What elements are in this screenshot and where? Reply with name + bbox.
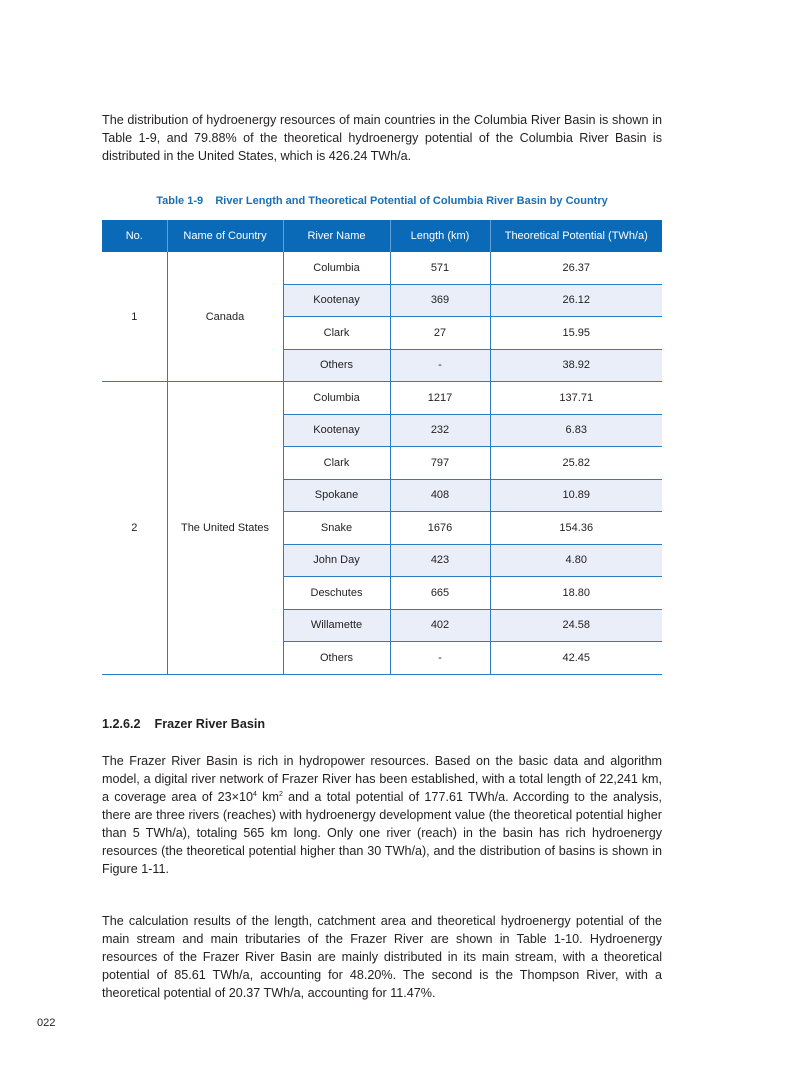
frazer-paragraph-2: The calculation results of the length, catchment area and theoretical hydroenergy potential of the main stream and main tributaries of the Frazer River are shown in Table 1-10. Hydroenergy resources of the Frazer River Basin are mainly distributed in its main stream, with a theoretical potential of 85.61 TWh/a, accounting for 48.20%. The second is the Thompson River, with a theoretical potential of 20.37 TWh/a, accounting for 11.47%. <box>102 914 662 1000</box>
river-length: 232 <box>390 414 490 447</box>
table-row <box>102 382 662 415</box>
river-potential: 26.12 <box>490 284 662 317</box>
river-name: John Day <box>283 544 390 577</box>
column-header-river: River Name <box>283 220 390 252</box>
section-heading: 1.2.6.2 Frazer River Basin <box>102 717 266 731</box>
river-length: 571 <box>390 252 490 284</box>
river-potential: 15.95 <box>490 317 662 350</box>
river-length: - <box>390 642 490 675</box>
river-length: - <box>390 349 490 382</box>
river-name: Willamette <box>283 609 390 642</box>
river-length: 1676 <box>390 512 490 545</box>
superscript-4: 4 <box>252 790 257 798</box>
river-name: Others <box>283 349 390 382</box>
river-potential: 42.45 <box>490 642 662 675</box>
river-length: 369 <box>390 284 490 317</box>
river-name: Spokane <box>283 479 390 512</box>
river-name: Columbia <box>283 252 390 284</box>
column-header-no: No. <box>102 220 167 252</box>
river-length: 665 <box>390 577 490 610</box>
river-name: Columbia <box>283 382 390 415</box>
page-number: 022 <box>37 1017 56 1029</box>
river-length: 1217 <box>390 382 490 415</box>
river-potential: 137.71 <box>490 382 662 415</box>
table-row <box>102 252 662 284</box>
river-name: Deschutes <box>283 577 390 610</box>
row-number: 2 <box>102 382 167 675</box>
column-header-length: Length (km) <box>390 220 490 252</box>
river-potential: 25.82 <box>490 447 662 480</box>
river-potential-table <box>102 220 662 675</box>
river-name: Kootenay <box>283 414 390 447</box>
frazer-text-c: and a total potential of 177.61 TWh/a. According to the analysis, there are three rivers (reaches) with hydroenergy development value (the theoretical potential higher than 5 TWh/a), totaling 565 km long. Only one river (reach) in the basin has rich hydroenergy resources (the theoretical potential higher than 30 TWh/a), and the distribution of basins is shown in Figure 1-11. <box>102 790 662 876</box>
river-potential: 24.58 <box>490 609 662 642</box>
river-length: 423 <box>390 544 490 577</box>
superscript-2: 2 <box>278 790 283 798</box>
river-name: Kootenay <box>283 284 390 317</box>
column-header-country: Name of Country <box>167 220 283 252</box>
river-length: 408 <box>390 479 490 512</box>
river-length: 27 <box>390 317 490 350</box>
river-name: Others <box>283 642 390 675</box>
river-length: 402 <box>390 609 490 642</box>
row-number: 1 <box>131 310 138 323</box>
country-name: Canada <box>167 252 283 382</box>
river-potential: 26.37 <box>490 252 662 284</box>
table-header-row <box>102 220 662 252</box>
river-potential: 18.80 <box>490 577 662 610</box>
frazer-text-a: The Frazer River Basin is rich in hydropower resources. Based on the basic data and algorithm model, a digital river network of Frazer River has been established, with a total length of 22,241 km, a coverage area of 23×10 <box>102 754 662 804</box>
river-name: Clark <box>283 317 390 350</box>
river-potential: 4.80 <box>490 544 662 577</box>
column-header-potential: Theoretical Potential (TWh/a) <box>490 220 662 252</box>
table-caption: Table 1-9 River Length and Theoretical Potential of Columbia River Basin by Country <box>156 195 608 207</box>
river-name: Snake <box>283 512 390 545</box>
river-length: 797 <box>390 447 490 480</box>
river-potential: 154.36 <box>490 512 662 545</box>
frazer-paragraph-1 <box>102 752 662 878</box>
country-name: The United States <box>167 382 283 675</box>
river-potential: 10.89 <box>490 479 662 512</box>
river-name: Clark <box>283 447 390 480</box>
frazer-text-b: km <box>256 790 279 804</box>
river-potential: 6.83 <box>490 414 662 447</box>
intro-paragraph: The distribution of hydroenergy resources of main countries in the Columbia River Basin is shown in Table 1-9, and 79.88% of the theoretical hydroenergy potential of the Columbia River Basin is distributed in the United States, which is 426.24 TWh/a. <box>102 113 662 163</box>
river-potential: 38.92 <box>490 349 662 382</box>
